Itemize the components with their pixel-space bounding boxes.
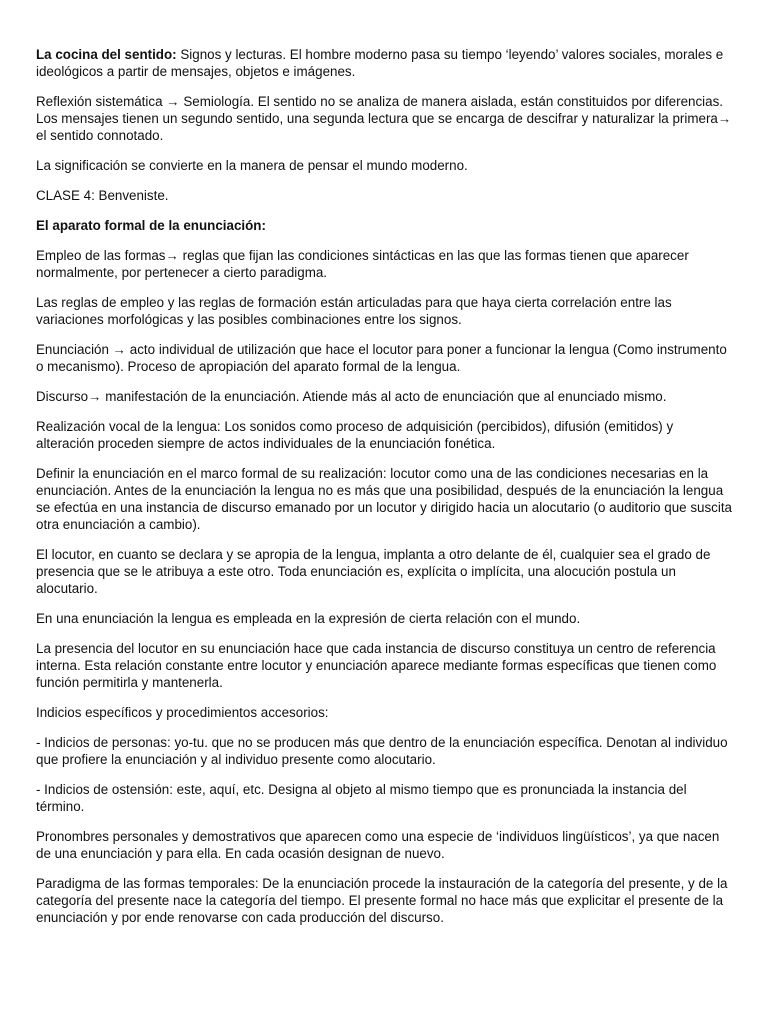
paragraph-definir-enunciacion: Definir la enunciación en el marco formal de su realización: locutor como una de las condiciones necesarias en la enunciación. Antes de la enunciación la lengua no es más que una posibilidad, después de la enunciación la lengua se efectúa en una instancia de discurso emanado por un locutor y dirigido hacia un alocutario (o auditorio que suscita otra enunciación a cambio). [36, 466, 732, 532]
paragraph-formas-temporales: Paradigma de las formas temporales: De la enunciación procede la instauración de la categoría del presente, y de la categoría del presente nace la categoría del tiempo. El presente formal no hace más que explicitar el presente de la enunciación y por ende renovarse con cada producción del discurso. [36, 876, 728, 925]
paragraph-discurso: Discurso→ manifestación de la enunciación. Atiende más al acto de enunciación que al enunciado mismo. [36, 389, 667, 404]
paragraph-reflexion-sistematica: Reflexión sistemática → Semiología. El sentido no se analiza de manera aislada, están constituidos por diferencias. Los mensajes tienen un segundo sentido, una segunda lectura que se encarga de descifrar y naturalizar la primera→ el sentido connotado. [36, 94, 732, 143]
paragraph-locutor: El locutor, en cuanto se declara y se apropia de la lengua, implanta a otro delante de él, cualquier sea el grado de presencia que se le atribuya a este otro. Toda enunciación es, explícita o implícita, una alocución postula un alocutario. [36, 547, 711, 596]
paragraph-enunciacion: Enunciación → acto individual de utilización que hace el locutor para poner a funcionar la lengua (Como instrumento o mecanismo). Proceso de apropiación del aparato formal de la lengua. [36, 342, 727, 374]
paragraph-pronombres: Pronombres personales y demostrativos que aparecen como una especie de ‘individuos lingüísticos’, ya que nacen de una enunciación y para ella. En cada ocasión designan de nuevo. [36, 829, 720, 861]
paragraph-empleo-formas: Empleo de las formas→ reglas que fijan las condiciones sintácticas en las que las formas tienen que aparecer normalmente, por pertenecer a cierto paradigma. [36, 248, 689, 280]
paragraph-cocina-del-sentido [36, 46, 732, 80]
paragraph-text: Signos y lecturas. El hombre moderno pasa su tiempo ‘leyendo’ valores sociales, morales e ideológicos a partir de mensajes, objetos e imágenes. [36, 47, 724, 79]
paragraph-lead-in: La cocina del sentido: [36, 47, 177, 62]
paragraph-indicios: Indicios específicos y procedimientos accesorios: [36, 705, 329, 720]
list-item-indicios-ostension: - Indicios de ostensión: este, aquí, etc. Designa al objeto al mismo tiempo que es pronunciada la instancia del término. [36, 782, 687, 814]
document-body [36, 46, 732, 939]
list-item-indicios-personas: - Indicios de personas: yo-tu. que no se producen más que dentro de la enunciación específica. Denotan al individuo que profiere la enunciación y al individuo presente como alocutario. [36, 735, 728, 767]
paragraph-realizacion-vocal: Realización vocal de la lengua: Los sonidos como proceso de adquisición (percibidos), difusión (emitidos) y alteración proceden siempre de actos individuales de la enunciación fonética. [36, 419, 674, 451]
paragraph-reglas-empleo: Las reglas de empleo y las reglas de formación están articuladas para que haya cierta correlación entre las variaciones morfológicas y las posibles combinaciones entre los signos. [36, 295, 672, 327]
paragraph-presencia-locutor: La presencia del locutor en su enunciación hace que cada instancia de discurso constituya un centro de referencia interna. Esta relación constante entre locutor y enunciación aparece mediante formas específicas que tienen como función permitirla y mantenerla. [36, 641, 717, 690]
paragraph-relacion-mundo: En una enunciación la lengua es empleada en la expresión de cierta relación con el mundo. [36, 611, 581, 626]
paragraph-clase-4: CLASE 4: Benveniste. [36, 188, 169, 203]
paragraph-significacion: La significación se convierte en la manera de pensar el mundo moderno. [36, 158, 468, 173]
section-heading: El aparato formal de la enunciación: [36, 218, 266, 233]
